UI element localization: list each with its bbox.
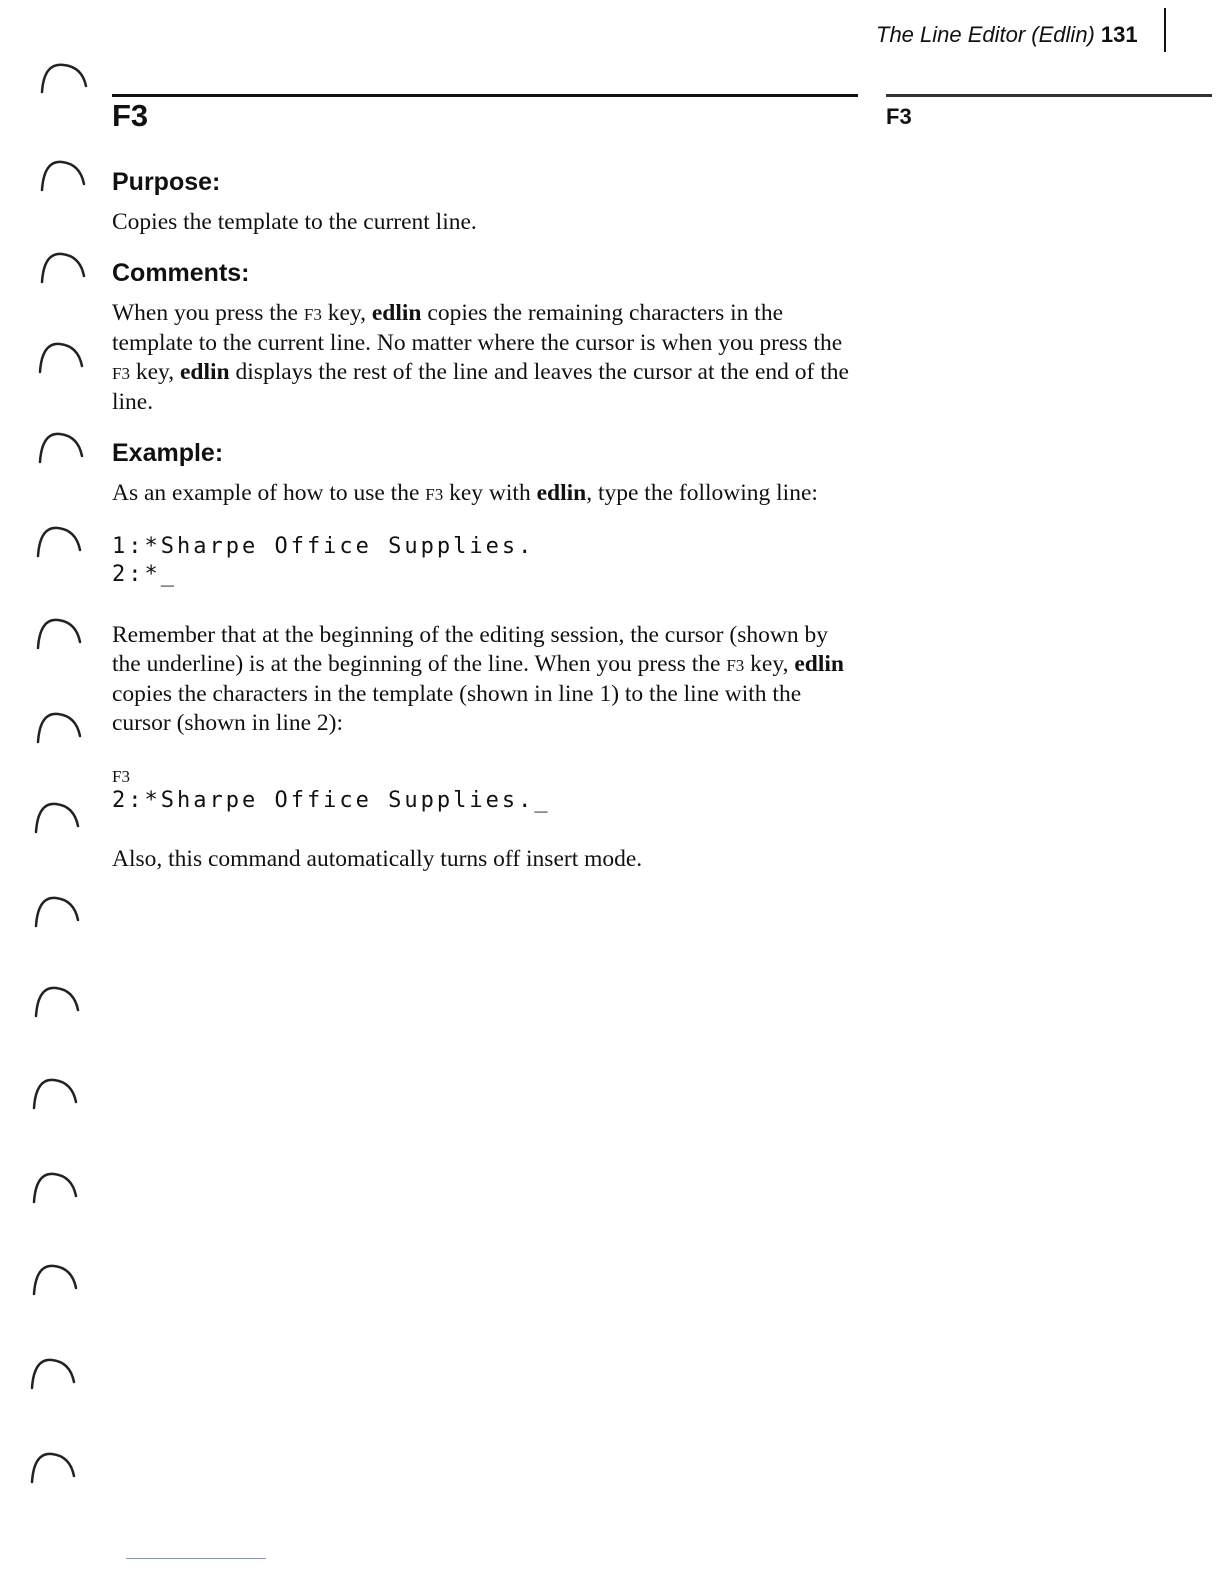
comments-heading: Comments:: [112, 258, 250, 287]
binder-hole: [32, 1454, 74, 1482]
binder-hole: [34, 1174, 76, 1202]
edlin-command: edlin: [794, 650, 844, 677]
binder-hole: [36, 804, 78, 832]
binder-hole: [32, 1360, 74, 1388]
closing-text: Also, this command automatically turns off insert mode.: [112, 846, 643, 872]
example-intro: As an example of how to use the F3 key with edlin, type the following line:: [112, 479, 818, 506]
code-line-1: 1:*Sharpe Office Supplies.: [112, 534, 535, 559]
example-heading: Example:: [112, 438, 224, 467]
edlin-command: edlin: [536, 479, 587, 506]
edlin-command: edlin: [180, 358, 230, 385]
comments-paragraph: When you press the F3 key, edlin copies the remaining characters in the template to the current line. No matter where the cursor is when you press the F3 key, edlin displays the rest of the line and leaves the cursor at the end of the line.: [112, 299, 849, 415]
example-explanation: Remember that at the beginning of the editing session, the cursor (shown by the underline) is at the beginning of the line. When you press the F3 key, edlin copies the characters in the template (shown in line 1) to the line with the cursor (shown in line 2):: [112, 622, 844, 736]
binder-hole: [40, 344, 82, 372]
binder-hole: [38, 714, 80, 742]
code-line-3: 2:*Sharpe Office Supplies._: [112, 788, 551, 813]
header-title: The Line Editor (Edlin): [876, 22, 1095, 47]
purpose-text: Copies the template to the current line.: [112, 209, 477, 235]
edlin-command: edlin: [371, 299, 422, 326]
binder-hole: [40, 434, 82, 462]
key-f3: F3: [726, 655, 745, 675]
binder-hole: [36, 898, 78, 926]
binder-hole: [34, 1080, 76, 1108]
key-f3: F3: [425, 484, 444, 504]
key-label: F3: [112, 767, 130, 786]
side-rule: [886, 94, 1212, 97]
binder-hole: [42, 162, 84, 190]
page-number: 131: [1100, 22, 1138, 47]
binder-hole: [38, 528, 80, 556]
header-edge-bar: [1164, 8, 1166, 52]
section-rule: [112, 94, 858, 97]
binder-hole: [34, 1266, 76, 1294]
purpose-heading: Purpose:: [112, 168, 221, 196]
binder-holes: [0, 0, 100, 1584]
running-header: [876, 22, 1138, 48]
binder-hole: [42, 65, 86, 92]
page-content: [112, 166, 857, 874]
key-f3: F3: [112, 363, 130, 383]
side-title: F3: [886, 104, 912, 129]
bottom-mark: [126, 1558, 266, 1559]
binder-hole: [36, 988, 78, 1016]
key-f3: F3: [303, 304, 322, 324]
binder-hole: [42, 254, 84, 282]
binder-hole: [38, 620, 80, 648]
code-line-2: 2:*_: [112, 562, 177, 587]
section-title: F3: [112, 98, 149, 133]
